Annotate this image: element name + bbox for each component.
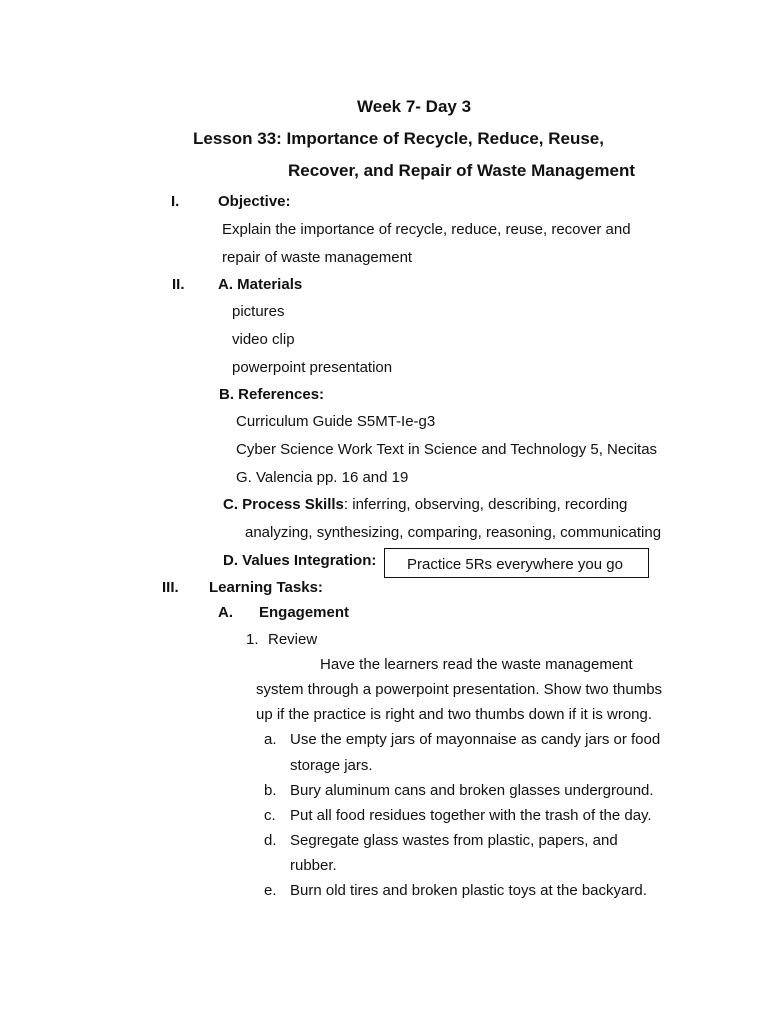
process-skills-heading: C. Process Skills bbox=[223, 496, 344, 513]
materials-item: pictures bbox=[232, 303, 285, 320]
instruction-line: system through a powerpoint presentation. Show two thumbs bbox=[256, 681, 663, 698]
reference-line: Cyber Science Work Text in Science and Technology 5, Necitas bbox=[236, 441, 658, 458]
materials-item: video clip bbox=[232, 331, 295, 348]
values-integration-text: Practice 5Rs everywhere you go bbox=[407, 556, 623, 573]
lesson-title-line-1: Lesson 33: Importance of Recycle, Reduce, Reuse, bbox=[193, 129, 604, 148]
instruction-line: up if the practice is right and two thumbs down if it is wrong. bbox=[256, 706, 653, 723]
engagement-heading: Engagement bbox=[259, 604, 350, 621]
practice-text: Use the empty jars of mayonnaise as candy jars or food bbox=[290, 731, 661, 748]
lesson-title-line-2: Recover, and Repair of Waste Management bbox=[288, 161, 636, 180]
values-integration-heading: D. Values Integration: bbox=[223, 552, 377, 569]
section-numeral-learning-tasks: III. bbox=[162, 579, 179, 596]
practice-text: rubber. bbox=[290, 857, 337, 874]
practice-letter: b. bbox=[264, 782, 277, 799]
practice-text: Burn old tires and broken plastic toys at the backyard. bbox=[290, 882, 647, 899]
objective-line-1: Explain the importance of recycle, reduce, reuse, recover and bbox=[222, 221, 631, 238]
objective-heading: Objective: bbox=[218, 193, 291, 210]
review-heading: Review bbox=[268, 631, 318, 648]
references-heading: B. References: bbox=[219, 386, 325, 403]
practice-letter: e. bbox=[264, 882, 277, 899]
practice-text: storage jars. bbox=[290, 757, 373, 774]
engagement-letter: A. bbox=[218, 604, 233, 621]
practice-text: Bury aluminum cans and broken glasses underground. bbox=[290, 782, 654, 799]
instruction-line: Have the learners read the waste management bbox=[320, 656, 633, 673]
practice-letter: a. bbox=[264, 731, 277, 748]
process-skills-line-1 bbox=[223, 496, 627, 514]
reference-line: Curriculum Guide S5MT-Ie-g3 bbox=[236, 413, 436, 430]
week-day-title: Week 7- Day 3 bbox=[357, 97, 472, 116]
section-numeral-materials: II. bbox=[172, 276, 185, 293]
practice-letter: c. bbox=[264, 807, 276, 824]
section-numeral-objective: I. bbox=[171, 193, 180, 210]
objective-line-2: repair of waste management bbox=[222, 249, 413, 266]
practice-text: Put all food residues together with the trash of the day. bbox=[290, 807, 652, 824]
practice-text: Segregate glass wastes from plastic, papers, and bbox=[290, 832, 618, 849]
practice-letter: d. bbox=[264, 832, 277, 849]
process-skills-line-2: analyzing, synthesizing, comparing, reasoning, communicating bbox=[245, 524, 662, 541]
learning-tasks-heading: Learning Tasks: bbox=[209, 579, 323, 596]
materials-heading: A. Materials bbox=[218, 276, 303, 293]
review-number: 1. bbox=[246, 631, 259, 648]
reference-line: G. Valencia pp. 16 and 19 bbox=[236, 469, 409, 486]
values-integration-box bbox=[384, 548, 649, 578]
materials-item: powerpoint presentation bbox=[232, 359, 393, 376]
process-skills-list: : inferring, observing, describing, recording bbox=[343, 496, 628, 513]
